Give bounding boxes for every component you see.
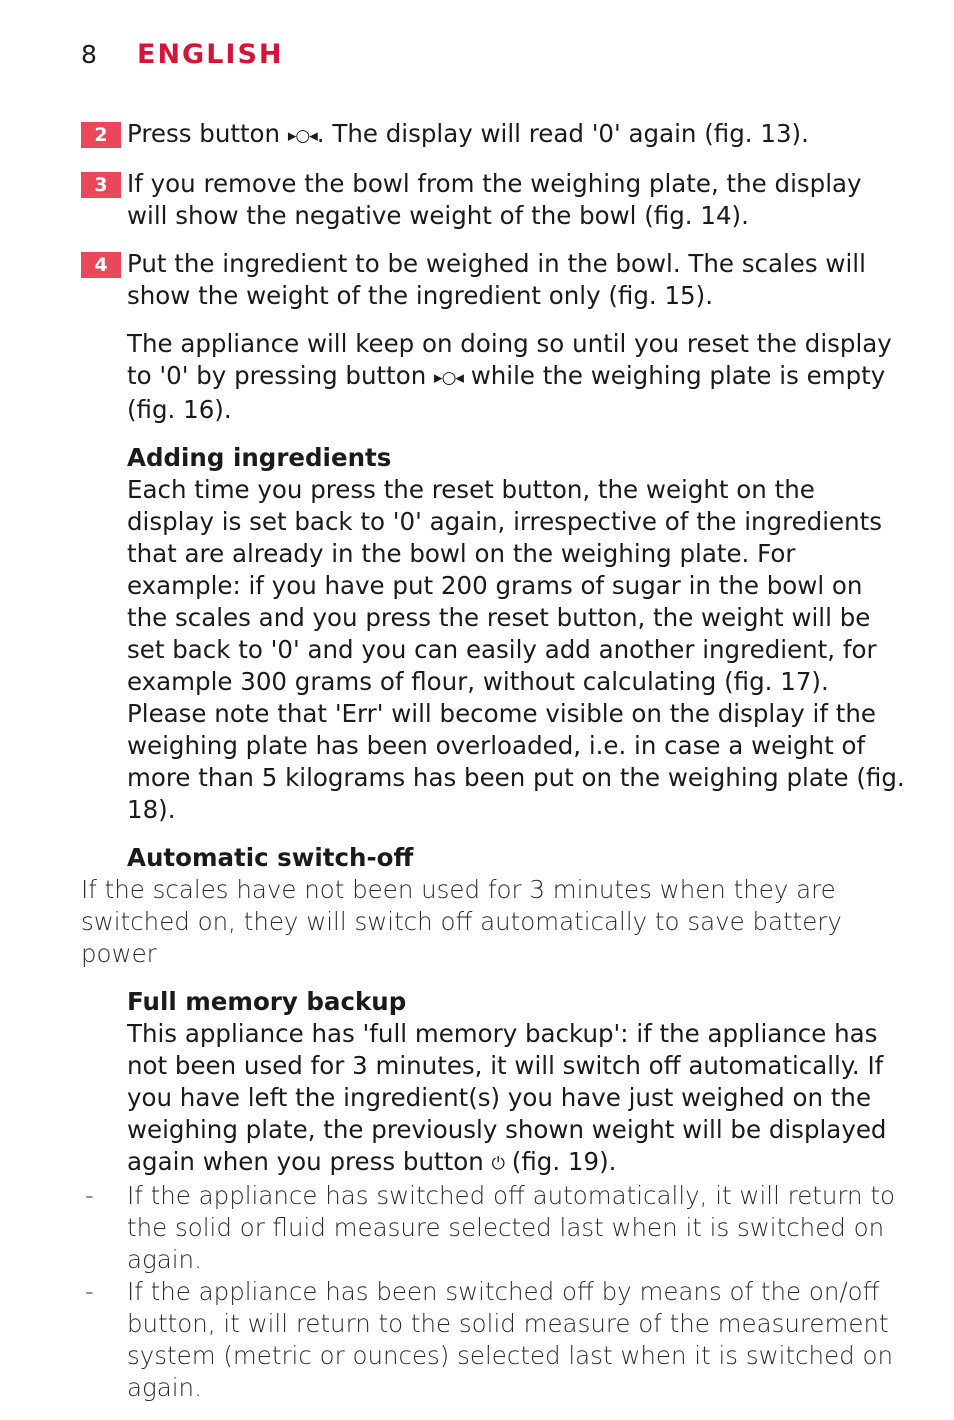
step-3 bbox=[94, 168, 907, 232]
step-number-badge: 2 bbox=[81, 122, 121, 148]
page-number: 8 bbox=[81, 39, 97, 69]
step-text: Press button bbox=[127, 119, 288, 148]
section-heading: Adding ingredients bbox=[127, 443, 392, 472]
bullet-dash: - bbox=[85, 1277, 94, 1306]
body-paragraph: Please note that 'Err' will become visible on the display if the weighing plate has been overloaded, i.e. in case a weight of more than 5 kilograms has been put on the weighing plate (fig. 18). bbox=[127, 699, 905, 824]
step-text: Put the ingredient to be weighed in the bowl. The scales will show the weight of the ingredient only (fig. 15). bbox=[127, 249, 866, 310]
page-header bbox=[81, 34, 284, 74]
step-text: If you remove the bowl from the weighing plate, the display will show the negative weight of the bowl (fig. 14). bbox=[127, 169, 862, 230]
section-title: ENGLISH bbox=[137, 38, 284, 70]
list-item-text: If the appliance has switched off automatically, it will return to the solid or fluid measure selected last when it is switched on again. bbox=[127, 1181, 895, 1274]
auto-switch-off-section bbox=[81, 842, 907, 970]
body-text: This appliance has 'full memory backup': if the appliance has not been used for 3 minutes, it will switch off automatically. If you have left the ingredient(s) you have just weighed on the weighing plate, the previously shown weight will be displayed again when you press button bbox=[127, 1019, 887, 1176]
body-paragraph: Each time you press the reset button, the weight on the display is set back to '0' again, irrespective of the ingredients that are already in the bowl on the weighing plate. For example: if you have put 200 grams of sugar in the bowl on the scales and you press the reset button, the weight will be set back to '0' and you can easily add another ingredient, for example 300 grams of flour, without calculating (fig. 17). bbox=[127, 475, 883, 696]
full-memory-backup-section bbox=[85, 986, 907, 1404]
reset-button-icon: ▸○◂ bbox=[434, 368, 463, 388]
reset-note bbox=[127, 328, 907, 426]
reset-button-icon: ▸○◂ bbox=[287, 126, 317, 146]
step-number-badge: 3 bbox=[81, 172, 121, 198]
step-4 bbox=[94, 248, 907, 312]
step-text: . The display will read '0' again (fig. 13). bbox=[316, 119, 809, 148]
power-button-icon: ⏻ bbox=[491, 1154, 504, 1174]
list-item-text: If the appliance has been switched off by means of the on/off button, it will return to the solid measure of the measurement system (metric or ounces) selected last when it is switched on again. bbox=[127, 1277, 893, 1402]
list-item bbox=[85, 1180, 907, 1276]
reset-note-text: while the weighing plate is empty (fig. 16). bbox=[127, 361, 886, 424]
page-content bbox=[81, 118, 907, 1420]
adding-ingredients-section bbox=[127, 442, 907, 826]
bullet-dash: - bbox=[85, 1181, 94, 1210]
step-2 bbox=[94, 118, 907, 152]
section-heading: Full memory backup bbox=[127, 987, 407, 1016]
list-item bbox=[85, 1276, 907, 1404]
body-text: (fig. 19). bbox=[504, 1147, 617, 1176]
step-number-badge: 4 bbox=[81, 252, 121, 278]
body-paragraph: If the scales have not been used for 3 minutes when they are switched on, they will switch off automatically to save battery power bbox=[81, 875, 842, 968]
section-heading: Automatic switch-off bbox=[127, 843, 414, 872]
body-paragraph bbox=[127, 1018, 907, 1180]
reset-note-text: The appliance will keep on doing so until you reset the display to '0' by pressing button bbox=[127, 329, 892, 390]
